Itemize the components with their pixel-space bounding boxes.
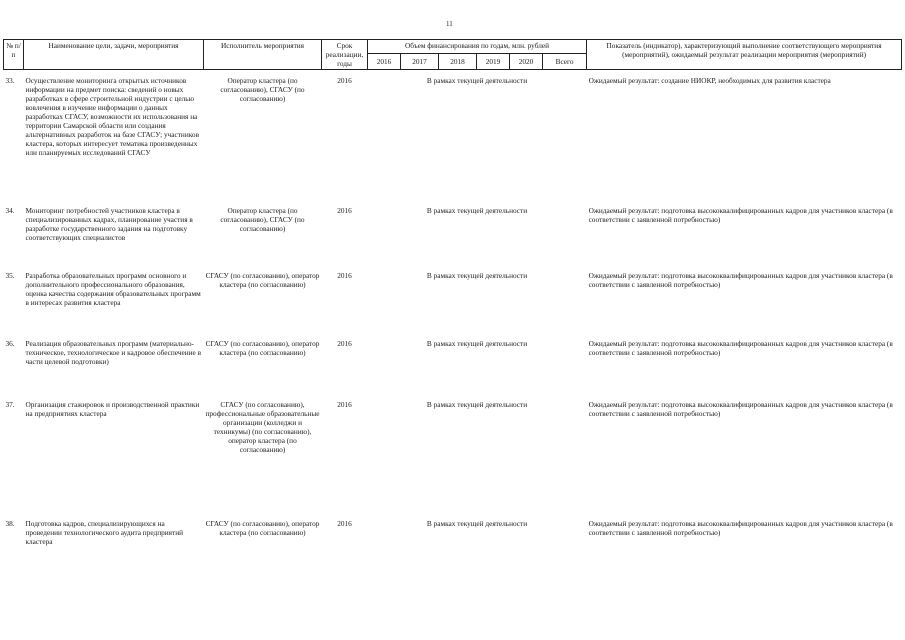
table-row xyxy=(4,271,902,339)
header-num: № п/п xyxy=(4,40,24,70)
row-number: 36. xyxy=(5,339,15,348)
row-term: 2016 xyxy=(337,400,352,409)
row-indicator: Ожидаемый результат: подготовка высококвалифицированных кадров для участников кластера (в соответствии с заявленной потребностью) xyxy=(588,400,893,418)
row-financing: В рамках текущей деятельности xyxy=(426,76,528,85)
header-year: 2019 xyxy=(477,53,510,69)
row-name: Осуществление мониторинга открытых источников информации на предмет поиска: сведений о новых разработках в сфере строительной индустрии с целью вовлечения в изучение информации о данных разработках СГАСУ, возможности их использования на территории Самарской области или создания альтернативных разработок на базе СГАСУ; участников кластера, которых интересует тематика произведенных или планируемых исследований СГАСУ xyxy=(25,76,200,157)
row-indicator: Ожидаемый результат: подготовка высококвалифицированных кадров для участников кластера (в соответствии с заявленной потребностью) xyxy=(588,519,893,537)
activity-table xyxy=(3,39,902,579)
row-name: Реализация образовательных программ (материально-техническое, технологическое и кадровое обеспечение в части целевой подготовки) xyxy=(25,339,202,366)
table-row xyxy=(4,76,902,206)
header-term: Срок реализации, годы xyxy=(322,40,368,70)
row-indicator: Ожидаемый результат: создание НИОКР, необходимых для развития кластера xyxy=(588,76,831,85)
header-year: 2017 xyxy=(401,53,439,69)
row-term: 2016 xyxy=(337,206,352,215)
row-indicator: Ожидаемый результат: подготовка высококвалифицированных кадров для участников кластера (в соответствии с заявленной потребностью) xyxy=(588,271,893,289)
table-row xyxy=(4,206,902,271)
header-financing: Объем финансирования по годам, млн. рублей xyxy=(368,40,587,54)
row-executor: СГАСУ (по согласованию), оператор кластера (по согласованию) xyxy=(205,271,320,289)
row-number: 34. xyxy=(5,206,15,215)
row-name: Разработка образовательных программ основного и дополнительного профессионального образования, оценка качества содержания образовательных программ в интересах развития кластера xyxy=(25,271,201,307)
row-name: Организация стажировок и производственной практики на предприятиях кластера xyxy=(25,400,200,418)
row-executor: Оператор кластера (по согласованию), СГАСУ (по согласованию) xyxy=(220,76,305,103)
row-executor: СГАСУ (по согласованию), оператор кластера (по согласованию) xyxy=(205,339,320,357)
row-number: 33. xyxy=(5,76,15,85)
row-number: 38. xyxy=(5,519,15,528)
row-indicator: Ожидаемый результат: подготовка высококвалифицированных кадров для участников кластера (в соответствии с заявленной потребностью) xyxy=(588,339,893,357)
row-financing: В рамках текущей деятельности xyxy=(426,339,528,348)
row-name: Мониторинг потребностей участников кластера в специализированных кадрах, планирование участия в разработке государственного задания на подготовку соответствующих специалистов xyxy=(25,206,193,242)
row-indicator: Ожидаемый результат: подготовка высококвалифицированных кадров для участников кластера (в соответствии с заявленной потребностью) xyxy=(588,206,893,224)
row-financing: В рамках текущей деятельности xyxy=(426,519,528,528)
header-year: 2020 xyxy=(510,53,543,69)
header-year: 2018 xyxy=(439,53,477,69)
row-term: 2016 xyxy=(337,519,352,528)
row-term: 2016 xyxy=(337,76,352,85)
table-row xyxy=(4,400,902,519)
header-name: Наименование цели, задачи, мероприятия xyxy=(24,40,204,70)
row-executor: СГАСУ (по согласованию), оператор кластера (по согласованию) xyxy=(205,519,320,537)
row-number: 37. xyxy=(5,400,15,409)
header-executor: Исполнитель мероприятия xyxy=(204,40,322,70)
header-year: 2016 xyxy=(368,53,401,69)
table-row xyxy=(4,339,902,400)
table-body xyxy=(4,70,902,580)
row-financing: В рамках текущей деятельности xyxy=(426,400,528,409)
row-number: 35. xyxy=(5,271,15,280)
header-total: Всего xyxy=(543,53,587,69)
row-financing: В рамках текущей деятельности xyxy=(426,271,528,280)
table-row xyxy=(4,519,902,579)
page-number: 11 xyxy=(446,20,453,28)
row-financing: В рамках текущей деятельности xyxy=(426,206,528,215)
row-term: 2016 xyxy=(337,339,352,348)
row-term: 2016 xyxy=(337,271,352,280)
row-executor: СГАСУ (по согласованию), профессиональные образовательные организации (колледжи и техникумы) (по согласованию), оператор кластера (по согласованию) xyxy=(205,400,320,454)
row-executor: Оператор кластера (по согласованию), СГАСУ (по согласованию) xyxy=(220,206,305,233)
header-indicator: Показатель (индикатор), характеризующий выполнение соответствующего мероприятия (мероприятий), ожидаемый результат реализации мероприятия (мероприятий) xyxy=(587,40,902,70)
row-name: Подготовка кадров, специализирующихся на проведении технологического аудита предприятий кластера xyxy=(25,519,184,546)
table-header xyxy=(4,40,902,70)
